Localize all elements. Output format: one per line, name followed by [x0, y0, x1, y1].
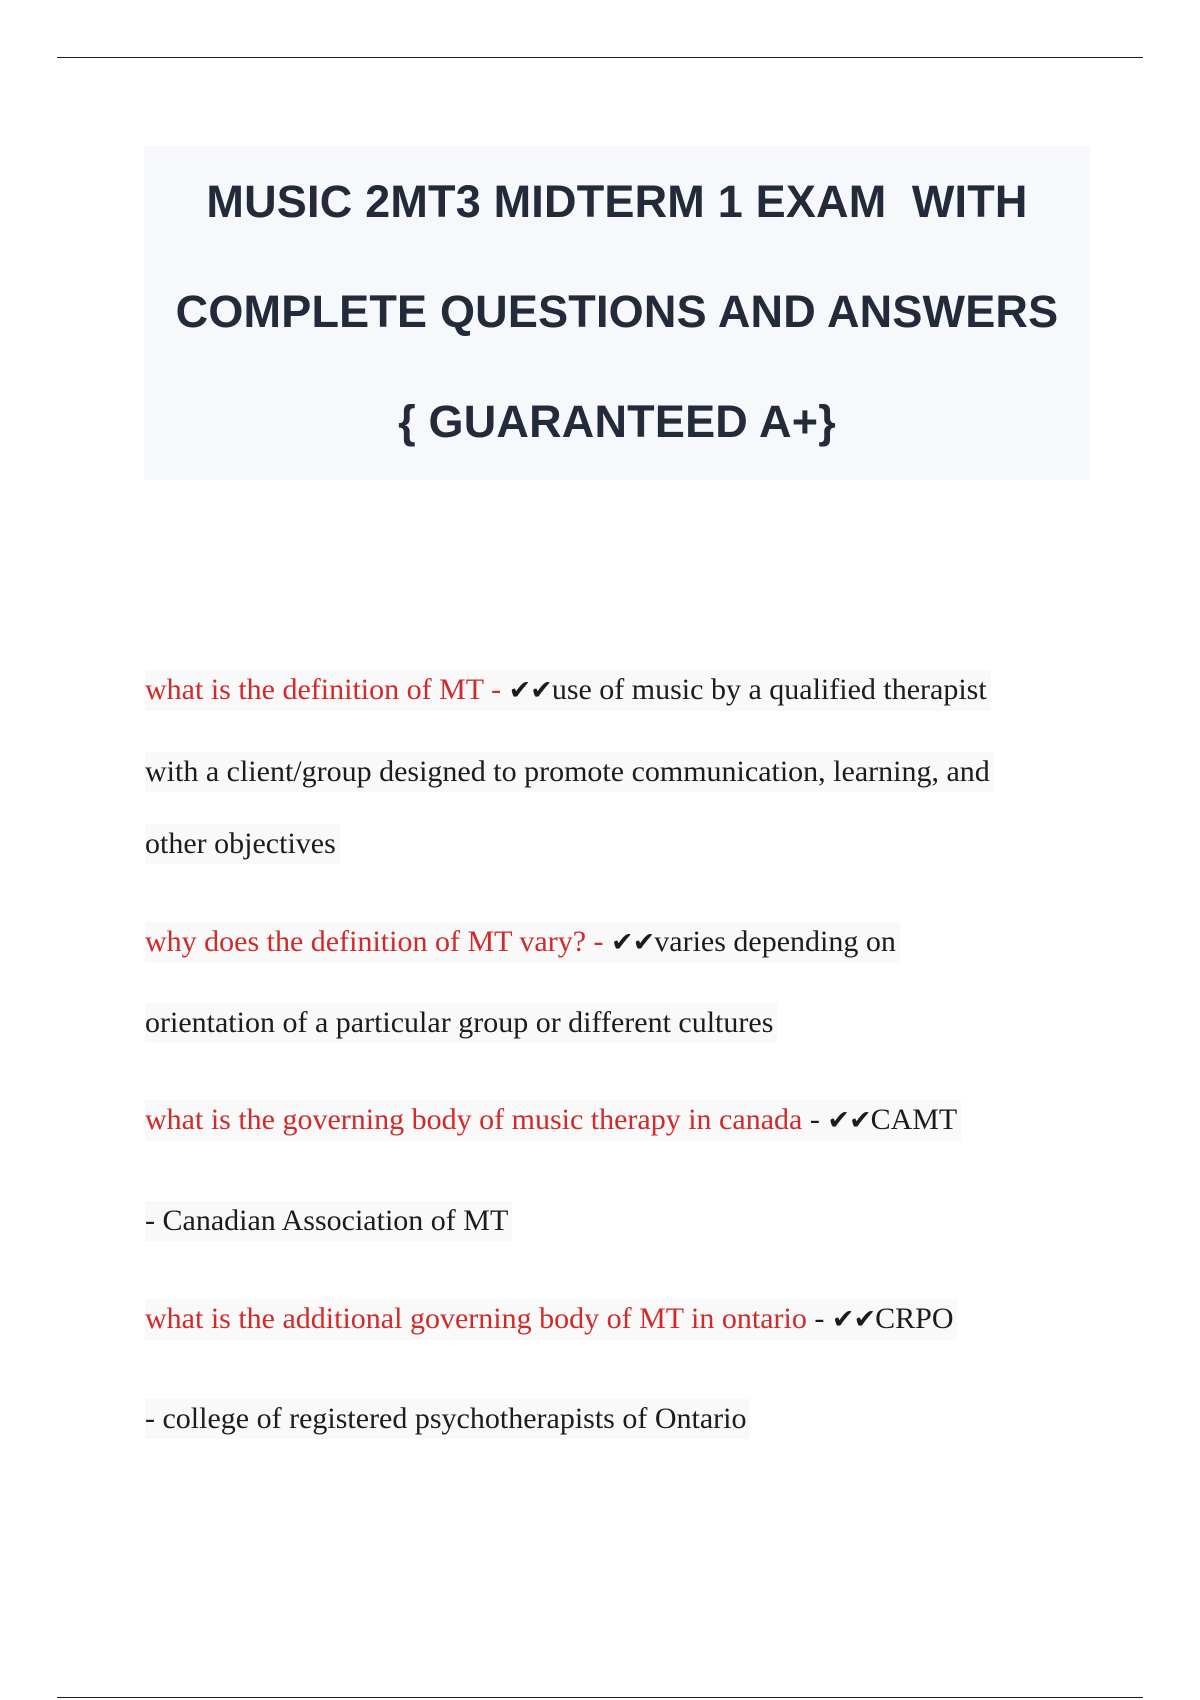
double-check-icon: ✔✔	[831, 1304, 876, 1335]
bottom-rule	[57, 1697, 1143, 1698]
answer-3-part-1: CAMT	[870, 1103, 958, 1136]
qa-3-line-2: - Canadian Association of MT	[145, 1201, 512, 1241]
qa-1-line-3: other objectives	[145, 824, 340, 864]
double-check-icon: ✔✔	[611, 927, 655, 958]
title-line-2: COMPLETE QUESTIONS AND ANSWERS	[175, 286, 1059, 337]
top-rule	[57, 57, 1143, 58]
double-check-icon: ✔✔	[827, 1105, 871, 1136]
qa-4-line-2: - college of registered psychotherapists of Ontario	[145, 1399, 750, 1439]
question-3: what is the governing body of music therapy in canada	[145, 1103, 803, 1136]
qa-1-line-1	[145, 670, 991, 711]
title-block	[144, 146, 1090, 480]
question-4: what is the additional governing body of MT in ontario	[145, 1302, 807, 1335]
qa-2-line-1	[145, 922, 900, 963]
title-line-1: MUSIC 2MT3 MIDTERM 1 EXAM WITH	[206, 176, 1028, 227]
answer-2-part-1: varies depending on	[654, 925, 896, 958]
qa-4-line-1	[145, 1299, 957, 1340]
double-check-icon: ✔✔	[508, 675, 552, 706]
qa-1-line-2: with a client/group designed to promote communication, learning, and	[145, 752, 994, 792]
separator-4: -	[806, 1302, 832, 1335]
question-2: why does the definition of MT vary? -	[145, 925, 612, 958]
title-line-3: { GUARANTEED A+}	[398, 396, 836, 447]
answer-1-part-1: use of music by a qualified therapist	[551, 673, 987, 706]
question-1: what is the definition of MT -	[145, 673, 509, 706]
qa-2-line-2: orientation of a particular group or different cultures	[145, 1003, 777, 1043]
qa-3-line-1	[145, 1100, 961, 1141]
answer-4-part-1: CRPO	[875, 1302, 954, 1335]
separator-3: -	[802, 1103, 828, 1136]
